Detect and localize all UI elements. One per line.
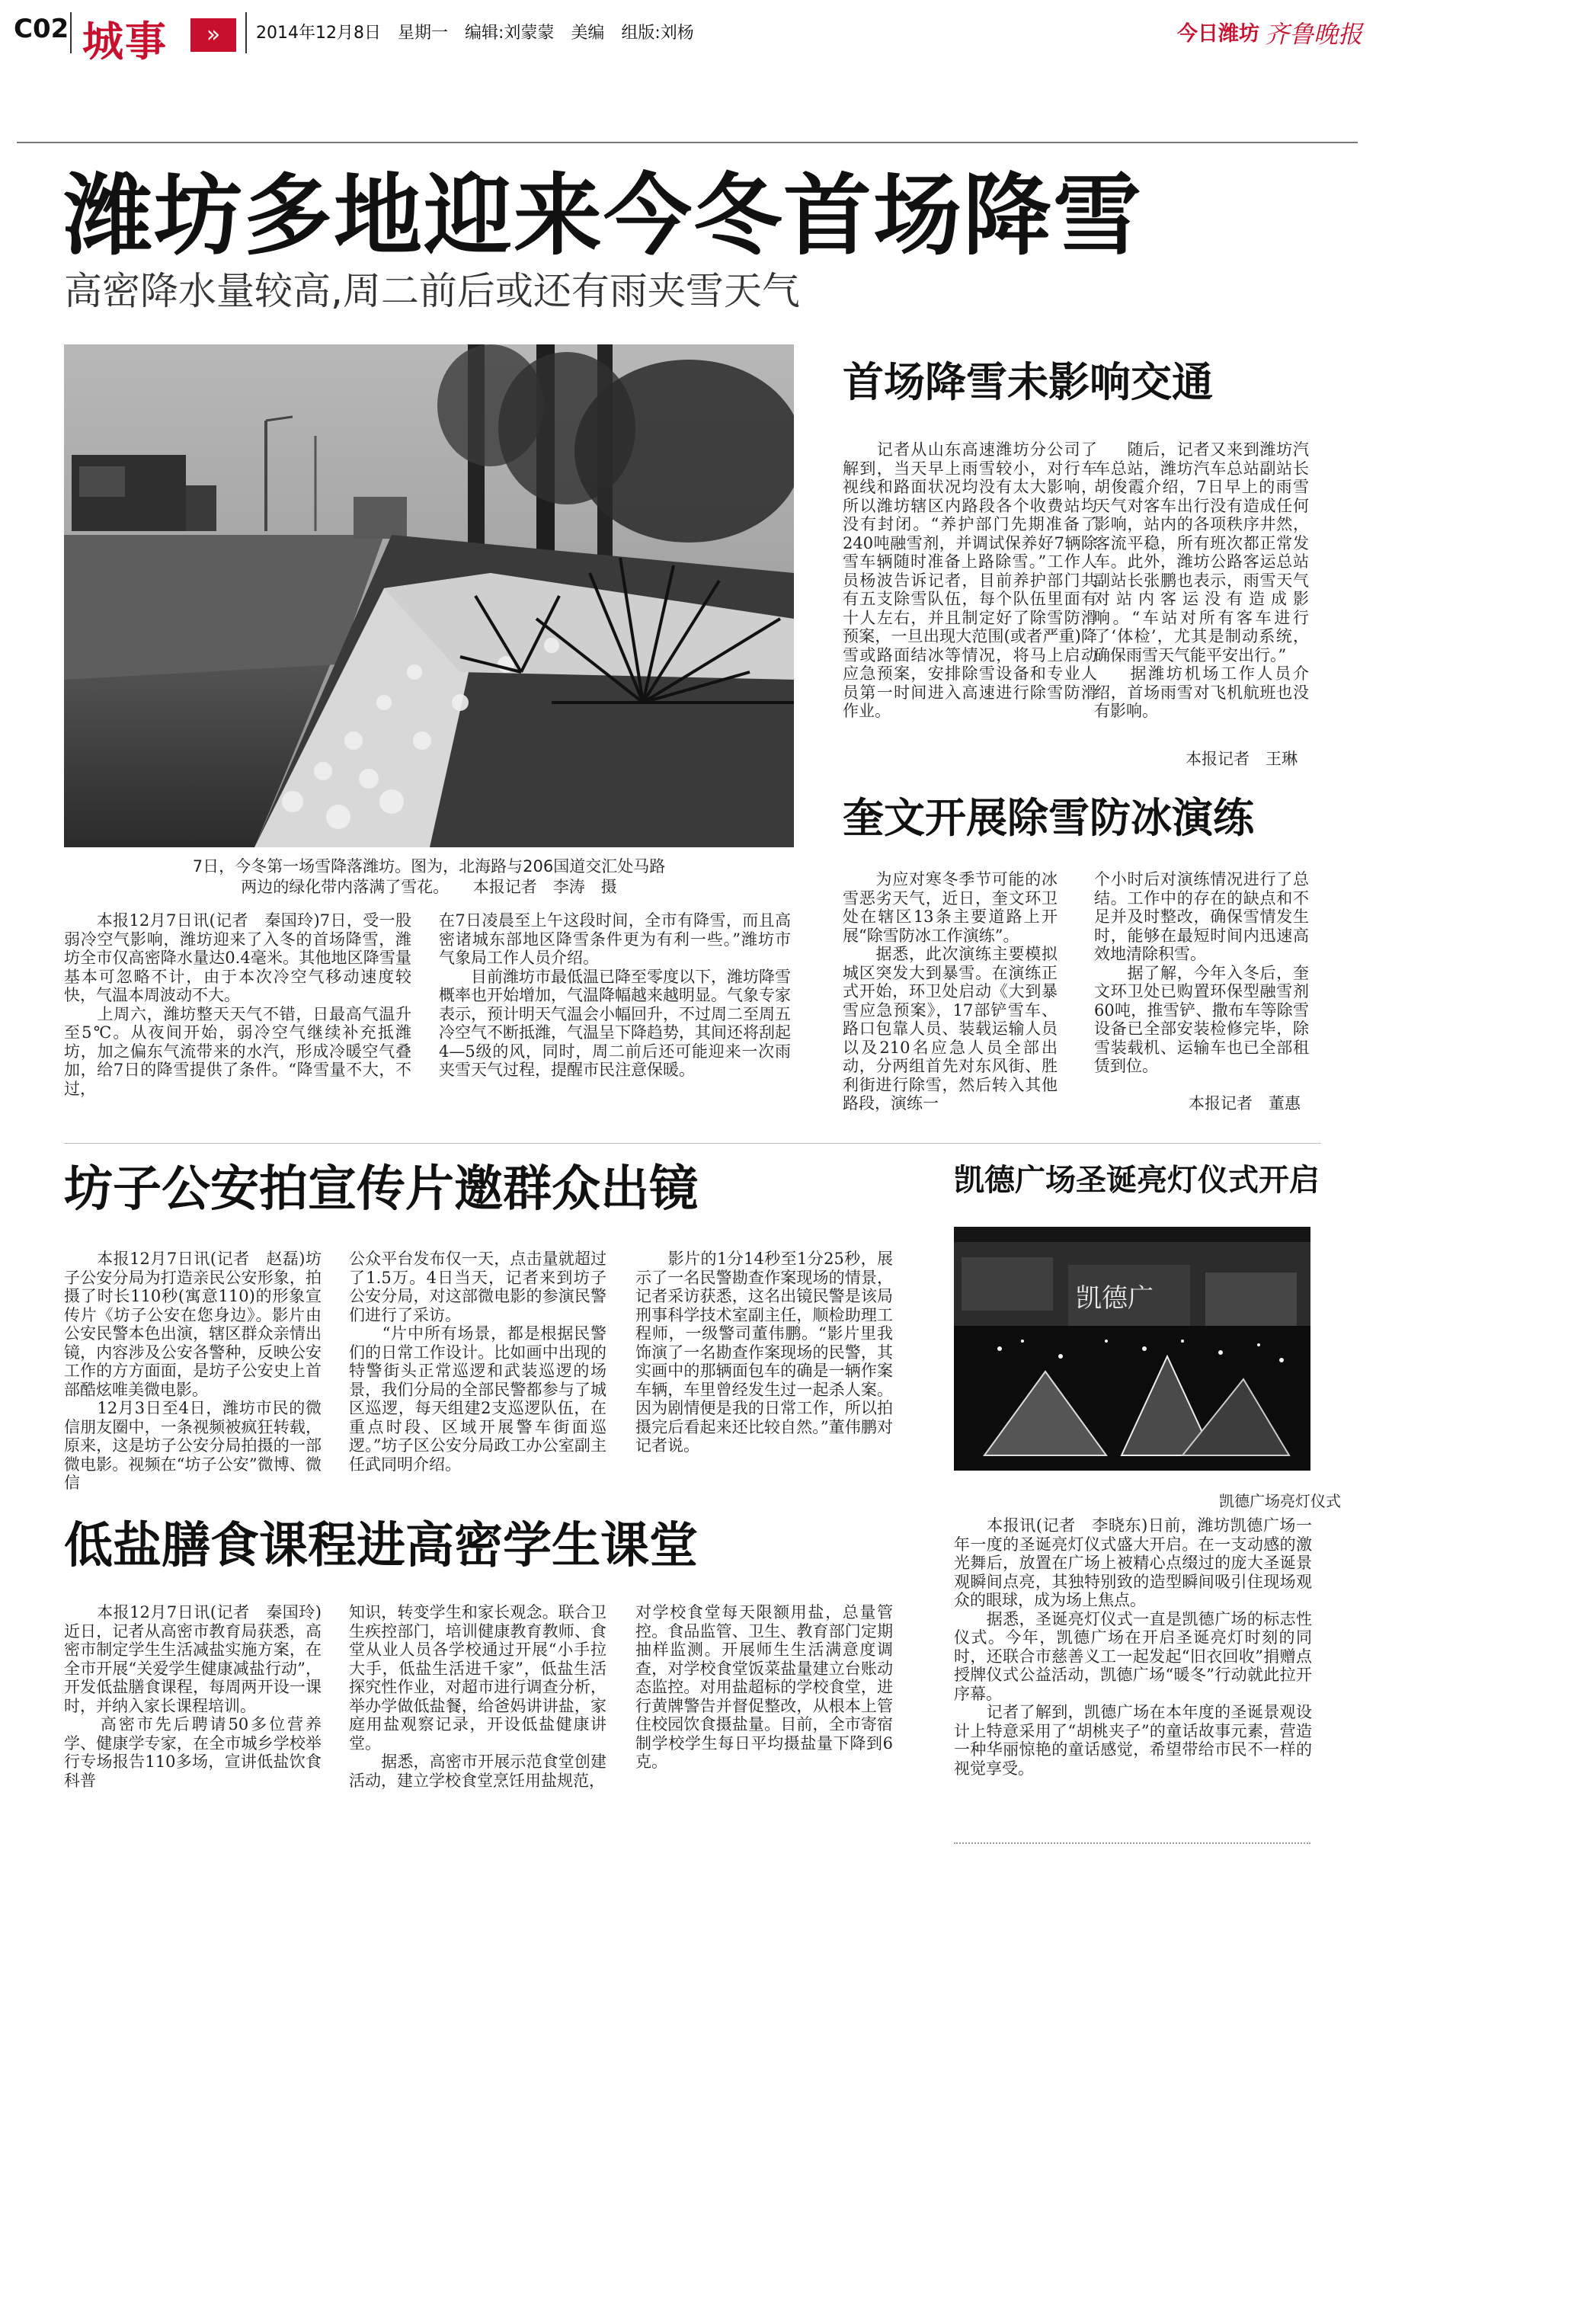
masthead-divider: [70, 12, 72, 53]
paper-logo: 齐鲁晚报: [1265, 20, 1363, 49]
drill-byline: 本报记者 董惠: [1189, 1094, 1301, 1112]
plaza-body: 本报讯(记者 李晓东)日前，潍坊凯德广场一年一度的圣诞亮灯仪式盛大开启。在一支动感的激光舞后，放置在广场上被精心点缀过的庞大圣诞景观瞬间点亮，其独特别致的造型瞬间吸引住现场观众的眼球，成为场上焦点。 据悉，圣诞亮灯仪式一直是凯德广场的标志性仪式。今年，凯德广场在开启圣诞亮灯时刻的同时，还联合市慈善义工一起发起“旧衣回收”捐赠点授牌仪式公益活动，凯德广场“暖冬”行动就此拉开序幕。 记者了解到，凯德广场在本年度的圣诞景观设计上特意采用了“胡桃夹子”的童话故事元素，营造一种华丽惊艳的童话感觉，希望带给市民不一样的视觉享受。: [954, 1516, 1312, 1778]
traffic-headline: 首场降雪未影响交通: [843, 358, 1213, 406]
salt-body-col2: 知识，转变学生和家长观念。联合卫生疾控部门，培训健康教育教师、食堂从业人员各学校通过开展“小手拉大手，低盐生活进千家”，低盐生活探究性作业，对超市进行调查分析，举办学做低盐餐，给爸妈讲讲盐，家庭用盐观察记录，开设低盐健康讲堂。 据悉，高密市开展示范食堂创建活动，建立学校食堂烹饪用盐规范，: [349, 1603, 606, 1790]
plaza-sign-text: 凯德广: [1076, 1283, 1154, 1314]
police-body-col1: 本报12月7日讯(记者 赵磊)坊子公安分局为打造亲民公安形象，拍摄了时长110秒(寓意110)的形象宣传片《坊子公安在您身边》。影片由公安民警本色出演，辖区群众亲情出镜，内容涉及公安各警种，反映公安工作的方方面面，是坊子公安史上首部酷炫唯美微电影。 12月3日至4日，潍坊市民的微信朋友圈中，一条视频被疯狂转载，原来，这是坊子公安分局拍摄的一部微电影。视频在“坊子公安”微博、微信: [64, 1250, 322, 1492]
police-headline: 坊子公安拍宣传片邀群众出镜: [64, 1161, 698, 1218]
salt-body-col1: 本报12月7日讯(记者 秦国玲)近日，记者从高密市教育局获悉，高密市制定学生生活减盐实施方案，在全市开展“关爱学生健康减盐行动”，开发低盐膳食课程，每周两开设一课时，并纳入家长课程培训。 高密市先后聘请50多位营养学、健康学专家，在全市城乡学校举行专场报告110多场，宣讲低盐饮食科普: [64, 1603, 322, 1790]
plaza-headline: 凯德广场圣诞亮灯仪式开启: [954, 1163, 1320, 1198]
traffic-body-col1: 记者从山东高速潍坊分公司了解到，当天早上雨雪较小，对行车视线和路面状况均没有太大影响，所以潍坊辖区内路段各个收费站均没有封闭。“养护部门先期准备了240吨融雪剂，并调试保养好7辆除雪车辆随时准备上路除雪。”工作人员杨波告诉记者，目前养护部门共有五支除雪队伍，每个队伍里面有十人左右，并且制定好了除雪防滑预案，一旦出现大范围(或者严重)降雪或路面结冰等情况，将马上启动应急预案，安排除雪设备和专业人员第一时间进入高速进行除雪防滑作业。: [843, 440, 1097, 720]
salt-headline: 低盐膳食课程进高密学生课堂: [64, 1518, 698, 1574]
top-rule: [17, 142, 1358, 143]
page-number: C02: [14, 14, 69, 44]
police-body-col2: 公众平台发布仅一天，点击量就超过了1.5万。4日当天，记者来到坊子公安分局，对这部微电影的参演民警们进行了采访。 “片中所有场景，都是根据民警们的日常工作设计。比如画中出现的特警街头正常巡逻和武装巡逻的场景，我们分局的全部民警都参与了城区巡逻，每天组建2支巡逻队伍，在重点时段、区域开展警车街面巡逻。”坊子区公安分局政工办公室副主任武同明介绍。: [349, 1250, 606, 1474]
double-chevron-right-icon: »: [190, 18, 236, 52]
drill-headline: 奎文开展除雪防冰演练: [843, 794, 1254, 842]
drill-body-col2: 个小时后对演练情况进行了总结。工作中的存在的缺点和不足并及时整改，确保雪情发生时，能够在最短时间内迅速高效地清除积雪。 据了解，今年入冬后，奎文环卫处已购置环保型融雪剂60吨，推雪铲、撒布车等除雪设备已全部安装检修完毕，除雪装载机、运输车也已全部租赁到位。: [1094, 870, 1309, 1075]
drill-body-col1: 为应对寒冬季节可能的冰雪恶劣天气，近日，奎文环卫处在辖区13条主要道路上开展“除雪防冰工作演练”。 据悉，此次演练主要模拟城区突发大到暴雪。在演练正式开始，环卫处启动《大到暴雪应急预案》，17部铲雪车、路口包靠人员、装载运输人员以及210名应急人员全部出动，分两组首先对东风街、胜利街进行除雪，然后转入其他路段，演练一: [843, 870, 1058, 1112]
section-title: 城事: [82, 18, 168, 66]
plaza-photo-caption: 凯德广场亮灯仪式: [1219, 1492, 1341, 1510]
salt-body-col3: 对学校食堂每天限额用盐，总量管控。食品监管、卫生、教育部门定期抽样监测。开展师生生活满意度调查，对学校食堂饭菜盐量建立台账动态监控。对用盐超标的学校食堂，进行黄牌警告并督促整改，从根本上管住校园饮食摄盐量。目前，全市寄宿制学校学生每日平均摄盐量下降到6克。: [635, 1603, 893, 1771]
lead-subheadline: 高密降水量较高,周二前后或还有雨夹雪天气: [64, 269, 800, 313]
snowy-road-image: [64, 344, 794, 847]
lead-photo-caption-line1: 7日，今冬第一场雪降落潍坊。图为，北海路与206国道交汇处马路: [192, 857, 666, 876]
traffic-byline: 本报记者 王琳: [1186, 750, 1298, 768]
night-plaza-image: [954, 1227, 1310, 1471]
lead-headline: 潍坊多地迎来今冬首场降雪: [64, 165, 1143, 267]
traffic-body-col2: 随后，记者又来到潍坊汽车总站，潍坊汽车总站副站长胡俊霞介绍，7日早上的雨雪天气对客车出行没有造成任何影响，站内的各项秩序井然，客流平稳，所有班次都正常发车。此外，潍坊公路客运总站副站长张鹏也表示，雨雪天气对站内客运没有造成影响。“车站对所有客车进行了‘体检’，尤其是制动系统，确保雨雪天气能平安出行。” 据潍坊机场工作人员介绍，首场雨雪对飞机航班也没有影响。: [1094, 440, 1309, 720]
lead-photo-caption-line2: 两边的绿化带内落满了雪花。 本报记者 李涛 摄: [241, 878, 617, 896]
plaza-photo: [954, 1227, 1310, 1471]
masthead-divider: [245, 12, 247, 53]
lead-body-col2: 在7日凌晨至上午这段时间，全市有降雪，而且高密诸城东部地区降雪条件更为有利一些。”潍坊市气象局工作人员介绍。 目前潍坊市最低温已降至零度以下，潍坊降雪概率也开始增加，气温降幅越来越明显。气象专家表示，预计明天气温会小幅回升，不过周二至周五冷空气不断抵潍，气温呈下降趋势，其间还将刮起4—5级的风，同时，周二前后还可能迎来一次雨夹雪天气过程，提醒市民注意保暖。: [439, 911, 791, 1079]
police-body-col3: 影片的1分14秒至1分25秒，展示了一名民警勘查作案现场的情景，记者采访获悉，这名出镜民警是该局刑事科学技术室副主任，顺检助理工程师，一级警司董伟鹏。“影片里我饰演了一名勘查作案现场的民警，其实画中的那辆面包车的确是一辆作案车辆，车里曾经发生过一起杀人案。因为剧情便是我的日常工作，所以拍摄完后看起来还比较自然。”董伟鹏对记者说。: [635, 1250, 893, 1455]
lead-photo: [64, 344, 794, 847]
brand-label: 今日潍坊: [1177, 22, 1259, 46]
plaza-bottom-rule: [954, 1842, 1310, 1844]
lead-body-col1: 本报12月7日讯(记者 秦国玲)7日，受一股弱冷空气影响，潍坊迎来了入冬的首场降雪，潍坊全市仅高密降水量达0.4毫米。其他地区降雪量基本可忽略不计，由于本次冷空气移动速度较快，气温本周波动不大。 上周六，潍坊整天天气不错，日最高气温升至5℃。从夜间开始，弱冷空气继续补充抵潍坊，加之偏东气流带来的水汽，形成冷暖空气叠加，给7日的降雪提供了条件。“降雪量不大，不过，: [64, 911, 411, 1098]
section-divider: [64, 1143, 1321, 1144]
issue-info: 2014年12月8日 星期一 编辑:刘蒙蒙 美编 组版:刘杨: [256, 24, 694, 43]
